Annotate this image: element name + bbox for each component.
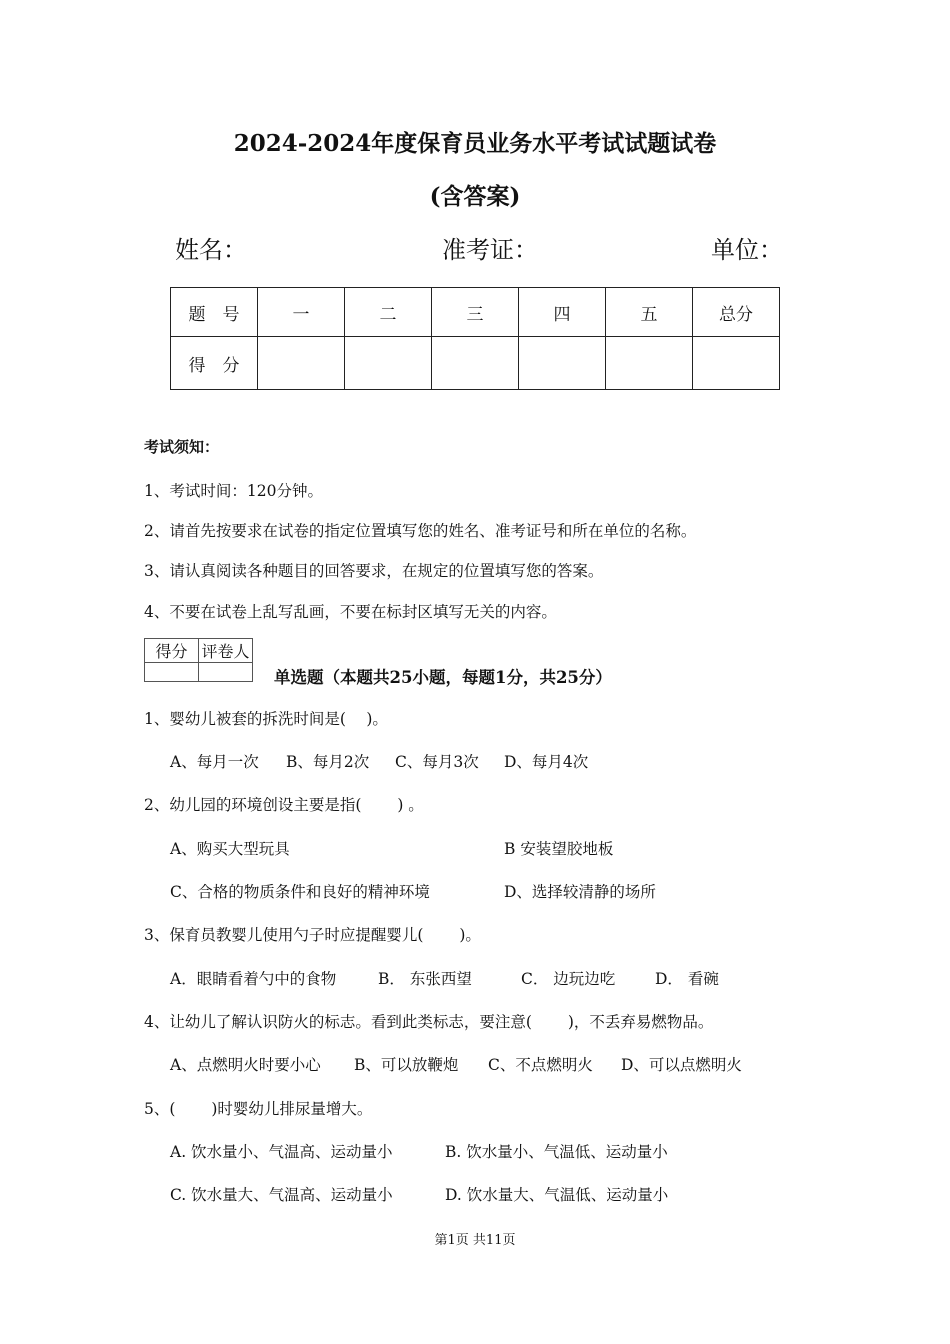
grader-score-cell[interactable]: [145, 663, 199, 682]
question-stem: 2、幼儿园的环境创设主要是指( ) 。: [144, 796, 424, 814]
question-option[interactable]: A. 饮水量小、气温高、运动量小: [170, 1143, 393, 1161]
question-option[interactable]: C. 饮水量大、气温高、运动量小: [170, 1186, 393, 1204]
question-option[interactable]: B． 东张西望: [378, 970, 472, 988]
question-option[interactable]: D、每月4次: [504, 753, 589, 771]
grader-score-label: 得分: [145, 639, 199, 663]
section-title: 单选题（本题共25小题，每题1分，共25分）: [274, 668, 612, 687]
score-table-header-row: [171, 288, 780, 337]
question-option[interactable]: A、每月一次: [170, 753, 259, 771]
score-table-cell: 总分: [693, 288, 780, 337]
question-option[interactable]: D. 饮水量大、气温低、运动量小: [445, 1186, 669, 1204]
score-table: [170, 287, 780, 390]
score-input-cell[interactable]: [519, 337, 606, 390]
grader-table: [144, 638, 253, 682]
score-table-score-row: [171, 337, 780, 390]
question-option[interactable]: A．眼睛看着勺中的食物: [170, 970, 337, 988]
score-table-cell: 得 分: [171, 337, 258, 390]
score-input-cell[interactable]: [345, 337, 432, 390]
notice-heading: 考试须知：: [144, 438, 220, 456]
question-option[interactable]: C、每月3次: [395, 753, 479, 771]
score-table-cell: 五: [606, 288, 693, 337]
page-subtitle: (含答案): [429, 183, 521, 210]
question-stem: 3、保育员教婴儿使用勺子时应提醒婴儿( )。: [144, 926, 481, 944]
question-option[interactable]: D、选择较清静的场所: [504, 883, 656, 901]
name-label: 姓名：: [175, 236, 247, 264]
question-option[interactable]: D、可以点燃明火: [621, 1056, 742, 1074]
notice-item: 1、考试时间：120分钟。: [144, 482, 323, 500]
exam-id-label: 准考证：: [442, 236, 538, 264]
question-option[interactable]: C． 边玩边吃: [521, 970, 616, 988]
notice-item: 2、请首先按要求在试卷的指定位置填写您的姓名、准考证号和所在单位的名称。: [144, 522, 697, 540]
score-input-cell[interactable]: [606, 337, 693, 390]
question-option[interactable]: C、合格的物质条件和良好的精神环境: [170, 883, 430, 901]
question-stem: 4、让幼儿了解认识防火的标志。看到此类标志，要注意( )，不丢弃易燃物品。: [144, 1013, 714, 1031]
unit-label: 单位：: [711, 236, 783, 264]
question-option[interactable]: B. 饮水量小、气温低、运动量小: [445, 1143, 668, 1161]
grader-name-cell[interactable]: [199, 663, 253, 682]
question-stem: 5、( )时婴幼儿排尿量增大。: [144, 1100, 373, 1118]
score-table-cell: 二: [345, 288, 432, 337]
score-input-cell[interactable]: [432, 337, 519, 390]
score-table-cell: 题 号: [171, 288, 258, 337]
notice-item: 4、不要在试卷上乱写乱画，不要在标封区填写无关的内容。: [144, 603, 557, 621]
question-option[interactable]: A、购买大型玩具: [170, 840, 290, 858]
score-table-cell: 一: [258, 288, 345, 337]
page-footer: 第1页 共11页: [434, 1233, 516, 1248]
question-option[interactable]: C、不点燃明火: [488, 1056, 593, 1074]
question-option[interactable]: D． 看碗: [655, 970, 719, 988]
score-table-cell: 三: [432, 288, 519, 337]
score-input-cell[interactable]: [693, 337, 780, 390]
grader-name-label: 评卷人: [199, 639, 253, 663]
question-option[interactable]: A、点燃明火时要小心: [170, 1056, 321, 1074]
notice-item: 3、请认真阅读各种题目的回答要求，在规定的位置填写您的答案。: [144, 562, 604, 580]
question-option[interactable]: B、可以放鞭炮: [354, 1056, 459, 1074]
question-option[interactable]: B、每月2次: [286, 753, 370, 771]
page-title: 2024-2024年度保育员业务水平考试试题试卷: [233, 130, 717, 157]
question-option[interactable]: B 安装望胶地板: [504, 840, 614, 858]
score-table-cell: 四: [519, 288, 606, 337]
score-input-cell[interactable]: [258, 337, 345, 390]
question-stem: 1、婴幼儿被套的拆洗时间是( )。: [144, 710, 388, 728]
